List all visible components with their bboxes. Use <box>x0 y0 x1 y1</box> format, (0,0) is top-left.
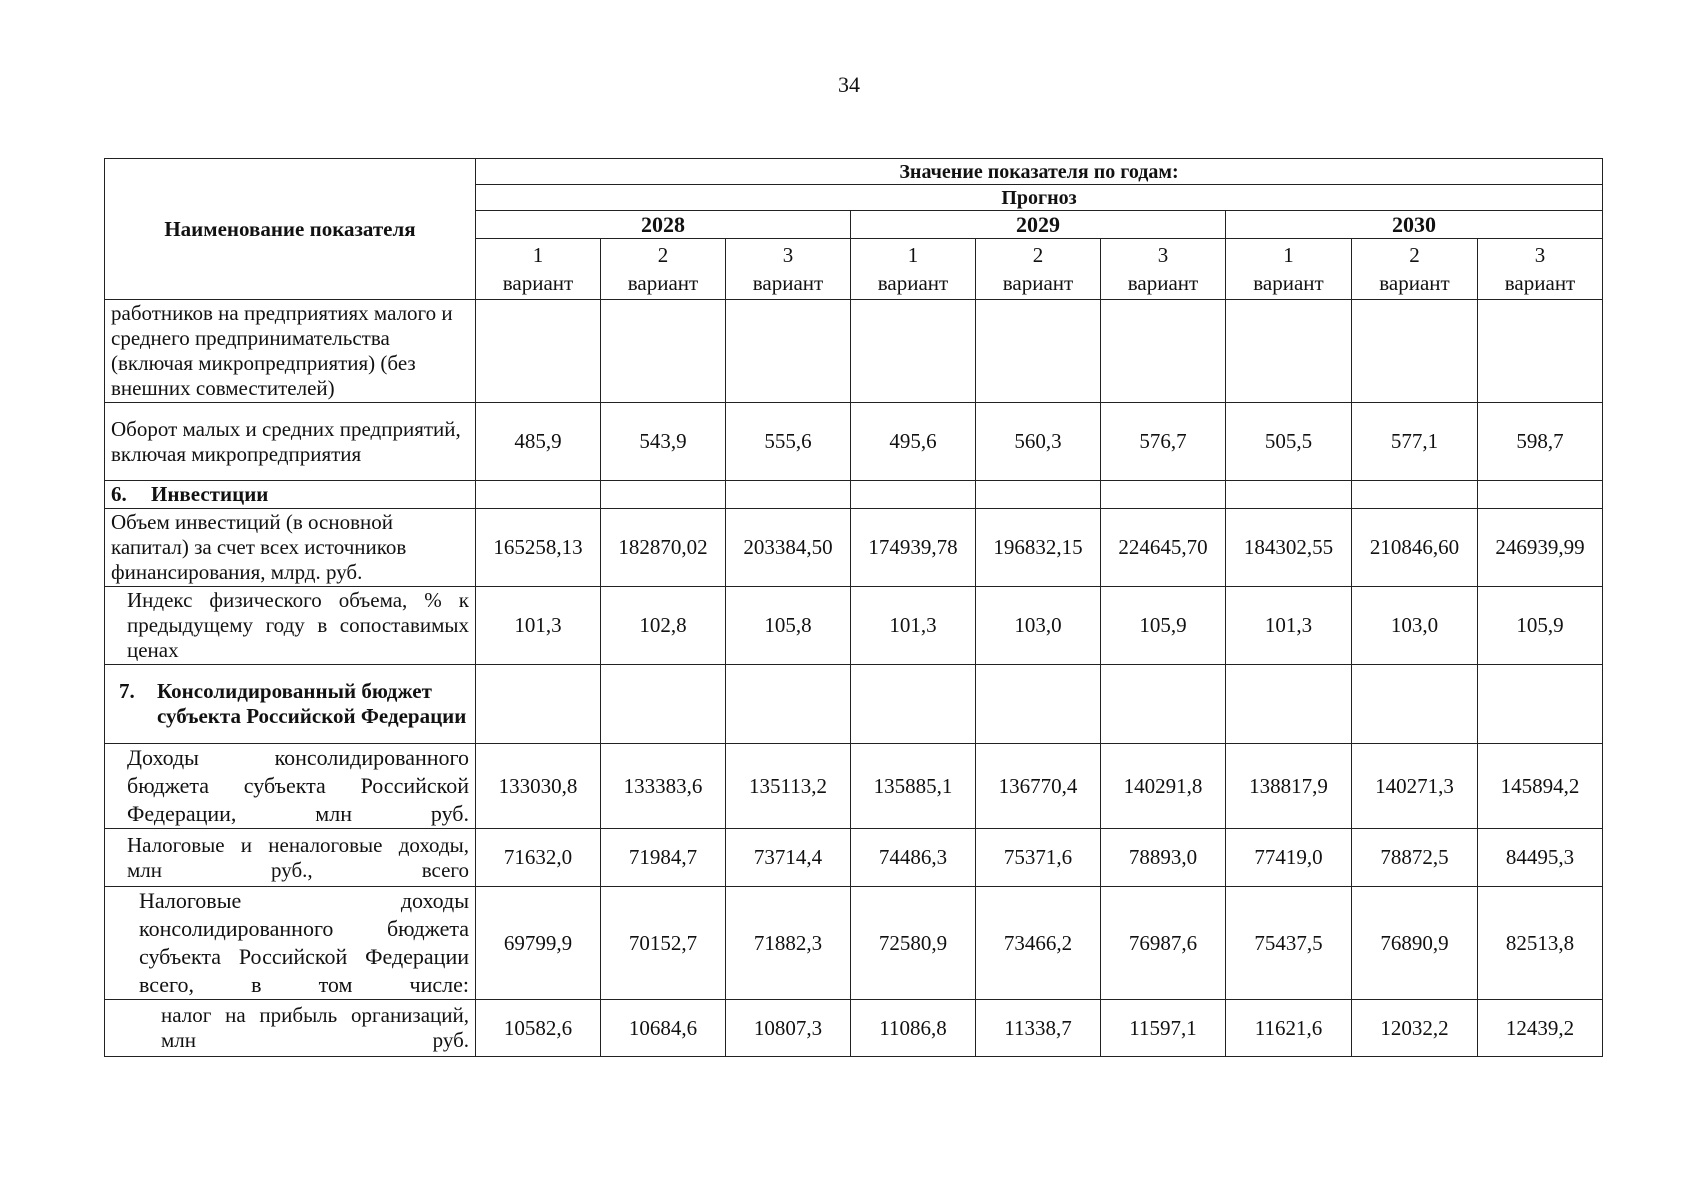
empty-cell <box>601 665 726 744</box>
value-cell: 555,6 <box>726 403 851 481</box>
value-cell: 210846,60 <box>1352 509 1478 587</box>
value-cell: 543,9 <box>601 403 726 481</box>
year-2028-header: 2028 <box>476 211 851 239</box>
empty-cell <box>1101 300 1226 403</box>
row-label: налог на прибыль организаций, млн руб. <box>105 1000 476 1057</box>
empty-cell <box>476 300 601 403</box>
value-cell: 182870,02 <box>601 509 726 587</box>
value-cell: 71882,3 <box>726 887 851 1000</box>
value-cell: 12439,2 <box>1478 1000 1603 1057</box>
variant-header: 3 вариант <box>1101 239 1226 300</box>
value-cell: 105,8 <box>726 587 851 665</box>
value-cell: 11338,7 <box>976 1000 1101 1057</box>
empty-cell <box>976 665 1101 744</box>
row-label: Налоговые и неналоговые доходы, млн руб., всего <box>105 829 476 887</box>
year-2030-header: 2030 <box>1226 211 1603 239</box>
value-cell: 135113,2 <box>726 744 851 829</box>
year-2029-header: 2029 <box>851 211 1226 239</box>
empty-cell <box>726 665 851 744</box>
variant-header: 2 вариант <box>1352 239 1478 300</box>
row-label: Объем инвестиций (в основной капитал) за счет всех источников финансирования, млрд. руб. <box>105 509 476 587</box>
value-cell: 576,7 <box>1101 403 1226 481</box>
value-cell: 103,0 <box>976 587 1101 665</box>
value-cell: 10582,6 <box>476 1000 601 1057</box>
section-title: 7. Консолидированный бюджет субъекта Российской Федерации <box>105 665 476 744</box>
variant-header: 2 вариант <box>976 239 1101 300</box>
value-cell: 505,5 <box>1226 403 1352 481</box>
value-cell: 560,3 <box>976 403 1101 481</box>
value-cell: 138817,9 <box>1226 744 1352 829</box>
value-cell: 78872,5 <box>1352 829 1478 887</box>
value-cell: 10807,3 <box>726 1000 851 1057</box>
value-cell: 196832,15 <box>976 509 1101 587</box>
value-cell: 145894,2 <box>1478 744 1603 829</box>
indicators-table <box>104 158 1603 1057</box>
variant-header: 2 вариант <box>601 239 726 300</box>
value-cell: 10684,6 <box>601 1000 726 1057</box>
section-row <box>105 665 1603 744</box>
empty-cell <box>476 481 601 509</box>
value-cell: 78893,0 <box>1101 829 1226 887</box>
values-by-year-header: Значение показателя по годам: <box>476 159 1603 185</box>
value-cell: 102,8 <box>601 587 726 665</box>
empty-cell <box>1352 665 1478 744</box>
table-row <box>105 1000 1603 1057</box>
empty-cell <box>601 300 726 403</box>
value-cell: 105,9 <box>1478 587 1603 665</box>
empty-cell <box>1101 665 1226 744</box>
empty-cell <box>726 300 851 403</box>
value-cell: 105,9 <box>1101 587 1226 665</box>
table-row <box>105 887 1603 1000</box>
value-cell: 11621,6 <box>1226 1000 1352 1057</box>
value-cell: 11086,8 <box>851 1000 976 1057</box>
value-cell: 72580,9 <box>851 887 976 1000</box>
value-cell: 74486,3 <box>851 829 976 887</box>
variant-header: 1 вариант <box>476 239 601 300</box>
table-row <box>105 744 1603 829</box>
table-row <box>105 300 1603 403</box>
value-cell: 69799,9 <box>476 887 601 1000</box>
value-cell: 71632,0 <box>476 829 601 887</box>
variant-header: 3 вариант <box>726 239 851 300</box>
empty-cell <box>1226 665 1352 744</box>
page-number: 34 <box>838 72 860 97</box>
table-row <box>105 403 1603 481</box>
table-row <box>105 587 1603 665</box>
empty-cell <box>976 300 1101 403</box>
empty-cell <box>851 300 976 403</box>
value-cell: 75437,5 <box>1226 887 1352 1000</box>
value-cell: 70152,7 <box>601 887 726 1000</box>
variant-header: 3 вариант <box>1478 239 1603 300</box>
value-cell: 577,1 <box>1352 403 1478 481</box>
value-cell: 76987,6 <box>1101 887 1226 1000</box>
indicator-name-header: Наименование показателя <box>105 159 476 300</box>
value-cell: 133030,8 <box>476 744 601 829</box>
value-cell: 495,6 <box>851 403 976 481</box>
row-label: Индекс физического объема, % к предыдущему году в сопоставимых ценах <box>105 587 476 665</box>
empty-cell <box>1478 481 1603 509</box>
value-cell: 76890,9 <box>1352 887 1478 1000</box>
value-cell: 184302,55 <box>1226 509 1352 587</box>
value-cell: 77419,0 <box>1226 829 1352 887</box>
empty-cell <box>726 481 851 509</box>
row-label: Оборот малых и средних предприятий, включая микропредприятия <box>105 403 476 481</box>
value-cell: 73714,4 <box>726 829 851 887</box>
table-row <box>105 829 1603 887</box>
empty-cell <box>1352 300 1478 403</box>
value-cell: 101,3 <box>476 587 601 665</box>
value-cell: 12032,2 <box>1352 1000 1478 1057</box>
value-cell: 165258,13 <box>476 509 601 587</box>
value-cell: 103,0 <box>1352 587 1478 665</box>
variant-header: 1 вариант <box>851 239 976 300</box>
variant-header: 1 вариант <box>1226 239 1352 300</box>
empty-cell <box>1352 481 1478 509</box>
empty-cell <box>476 665 601 744</box>
empty-cell <box>976 481 1101 509</box>
value-cell: 84495,3 <box>1478 829 1603 887</box>
value-cell: 224645,70 <box>1101 509 1226 587</box>
value-cell: 135885,1 <box>851 744 976 829</box>
empty-cell <box>1101 481 1226 509</box>
value-cell: 73466,2 <box>976 887 1101 1000</box>
value-cell: 136770,4 <box>976 744 1101 829</box>
value-cell: 82513,8 <box>1478 887 1603 1000</box>
forecast-header: Прогноз <box>476 185 1603 211</box>
row-label: Доходы консолидированного бюджета субъекта Российской Федерации, млн руб. <box>105 744 476 829</box>
value-cell: 140271,3 <box>1352 744 1478 829</box>
row-label: работников на предприятиях малого и среднего предпринимательства (включая микропредприятия) (без внешних совместителей) <box>105 300 476 403</box>
value-cell: 11597,1 <box>1101 1000 1226 1057</box>
value-cell: 203384,50 <box>726 509 851 587</box>
value-cell: 174939,78 <box>851 509 976 587</box>
value-cell: 101,3 <box>1226 587 1352 665</box>
value-cell: 133383,6 <box>601 744 726 829</box>
row-label: Налоговые доходы консолидированного бюджета субъекта Российской Федерации всего, в том числе: <box>105 887 476 1000</box>
value-cell: 485,9 <box>476 403 601 481</box>
empty-cell <box>851 665 976 744</box>
empty-cell <box>1478 665 1603 744</box>
section-title: 6. Инвестиции <box>105 481 476 509</box>
empty-cell <box>1226 300 1352 403</box>
value-cell: 140291,8 <box>1101 744 1226 829</box>
empty-cell <box>601 481 726 509</box>
value-cell: 101,3 <box>851 587 976 665</box>
empty-cell <box>1226 481 1352 509</box>
value-cell: 246939,99 <box>1478 509 1603 587</box>
value-cell: 75371,6 <box>976 829 1101 887</box>
empty-cell <box>851 481 976 509</box>
section-row <box>105 481 1603 509</box>
value-cell: 71984,7 <box>601 829 726 887</box>
empty-cell <box>1478 300 1603 403</box>
table-row <box>105 509 1603 587</box>
value-cell: 598,7 <box>1478 403 1603 481</box>
